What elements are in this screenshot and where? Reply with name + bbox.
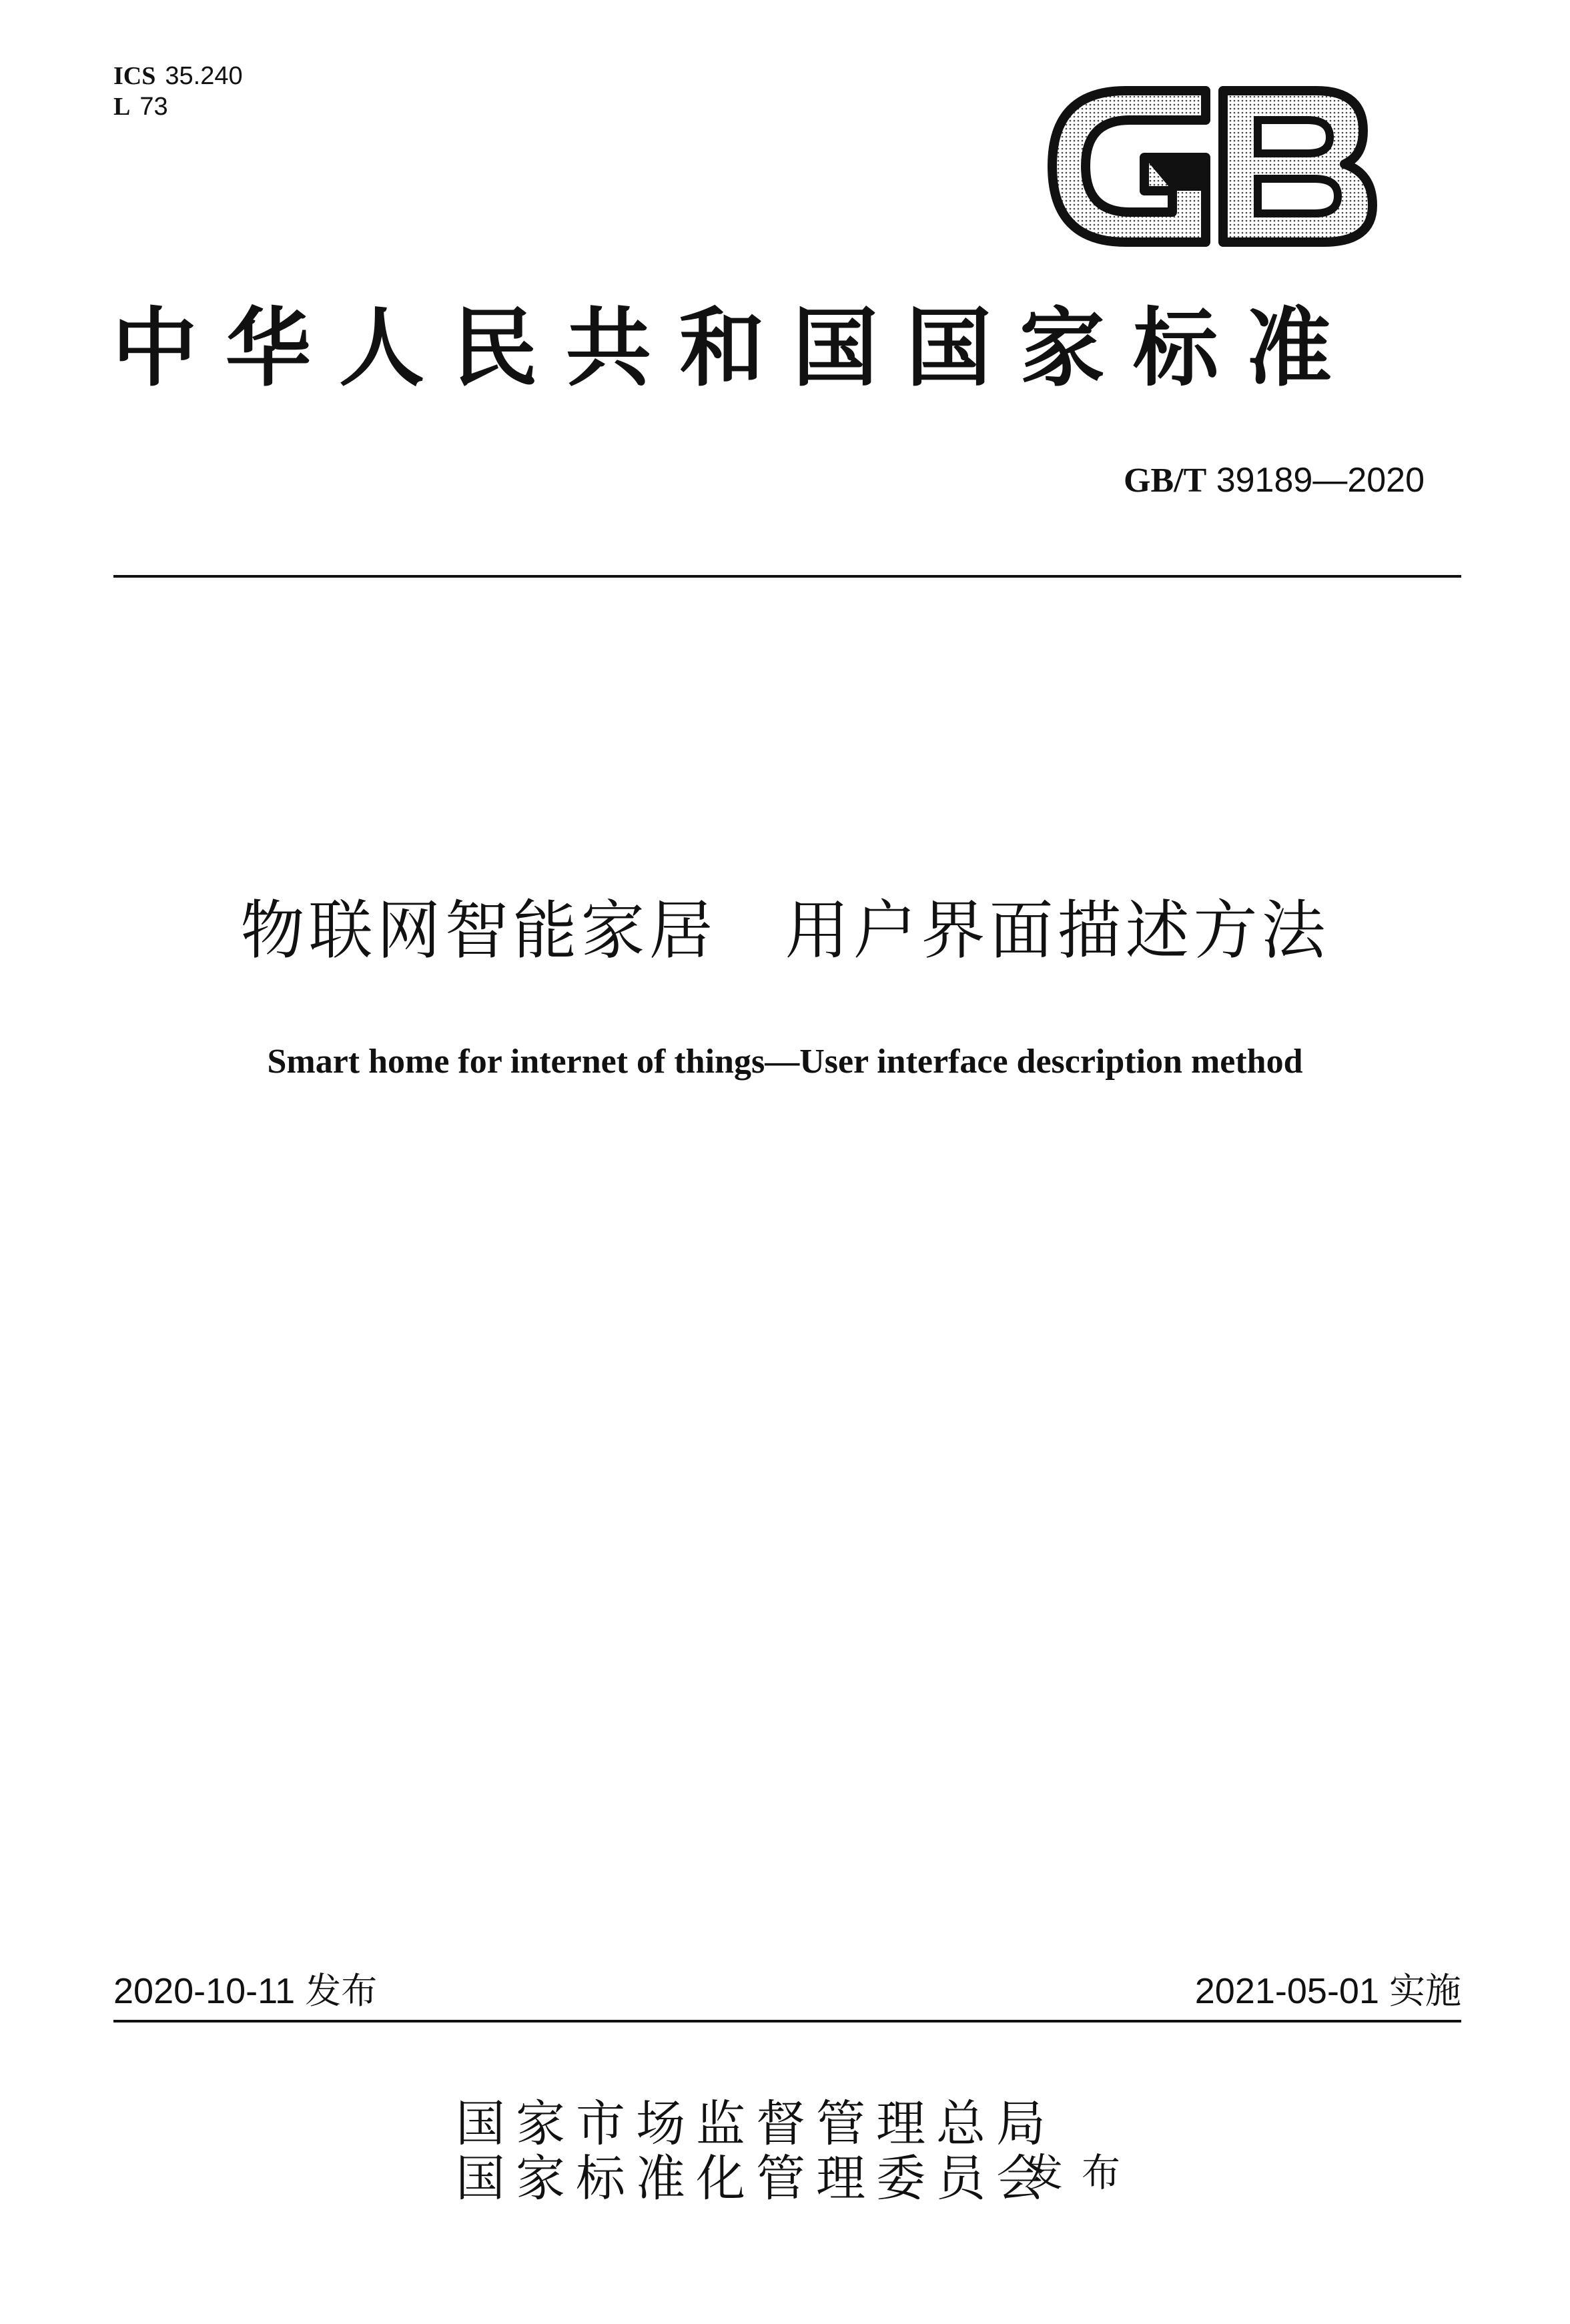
ics-label: ICS bbox=[113, 62, 156, 90]
classification-value: 73 bbox=[139, 93, 168, 121]
classification-code bbox=[113, 92, 168, 121]
classification-label: L bbox=[113, 93, 131, 121]
standard-prefix: GB/T bbox=[1124, 462, 1207, 500]
issue-date: 2020-10-11 发布 bbox=[113, 1971, 378, 2011]
issuer-samr: 国家市场监督管理总局 bbox=[456, 2095, 1056, 2153]
national-standard-title: 中华人民共和国国家标准 bbox=[112, 299, 1360, 398]
chinese-title: 物联网智能家居 用户界面描述方法 bbox=[240, 893, 1330, 968]
standard-number bbox=[1124, 460, 1425, 500]
standard-number-value: 39189—2020 bbox=[1216, 461, 1425, 500]
implementation-date: 2021-05-01 实施 bbox=[1194, 1971, 1461, 2011]
english-title: Smart home for internet of things—User interface description method bbox=[267, 1043, 1303, 1081]
ics-code bbox=[113, 61, 243, 91]
top-rule bbox=[113, 575, 1461, 578]
publish-label: 发布 bbox=[1024, 2150, 1140, 2195]
gb-logo bbox=[1044, 79, 1381, 254]
issuer-sac: 国家标准化管理委员会 bbox=[456, 2150, 1056, 2207]
bottom-rule bbox=[113, 2020, 1461, 2022]
ics-value: 35.240 bbox=[165, 62, 243, 90]
